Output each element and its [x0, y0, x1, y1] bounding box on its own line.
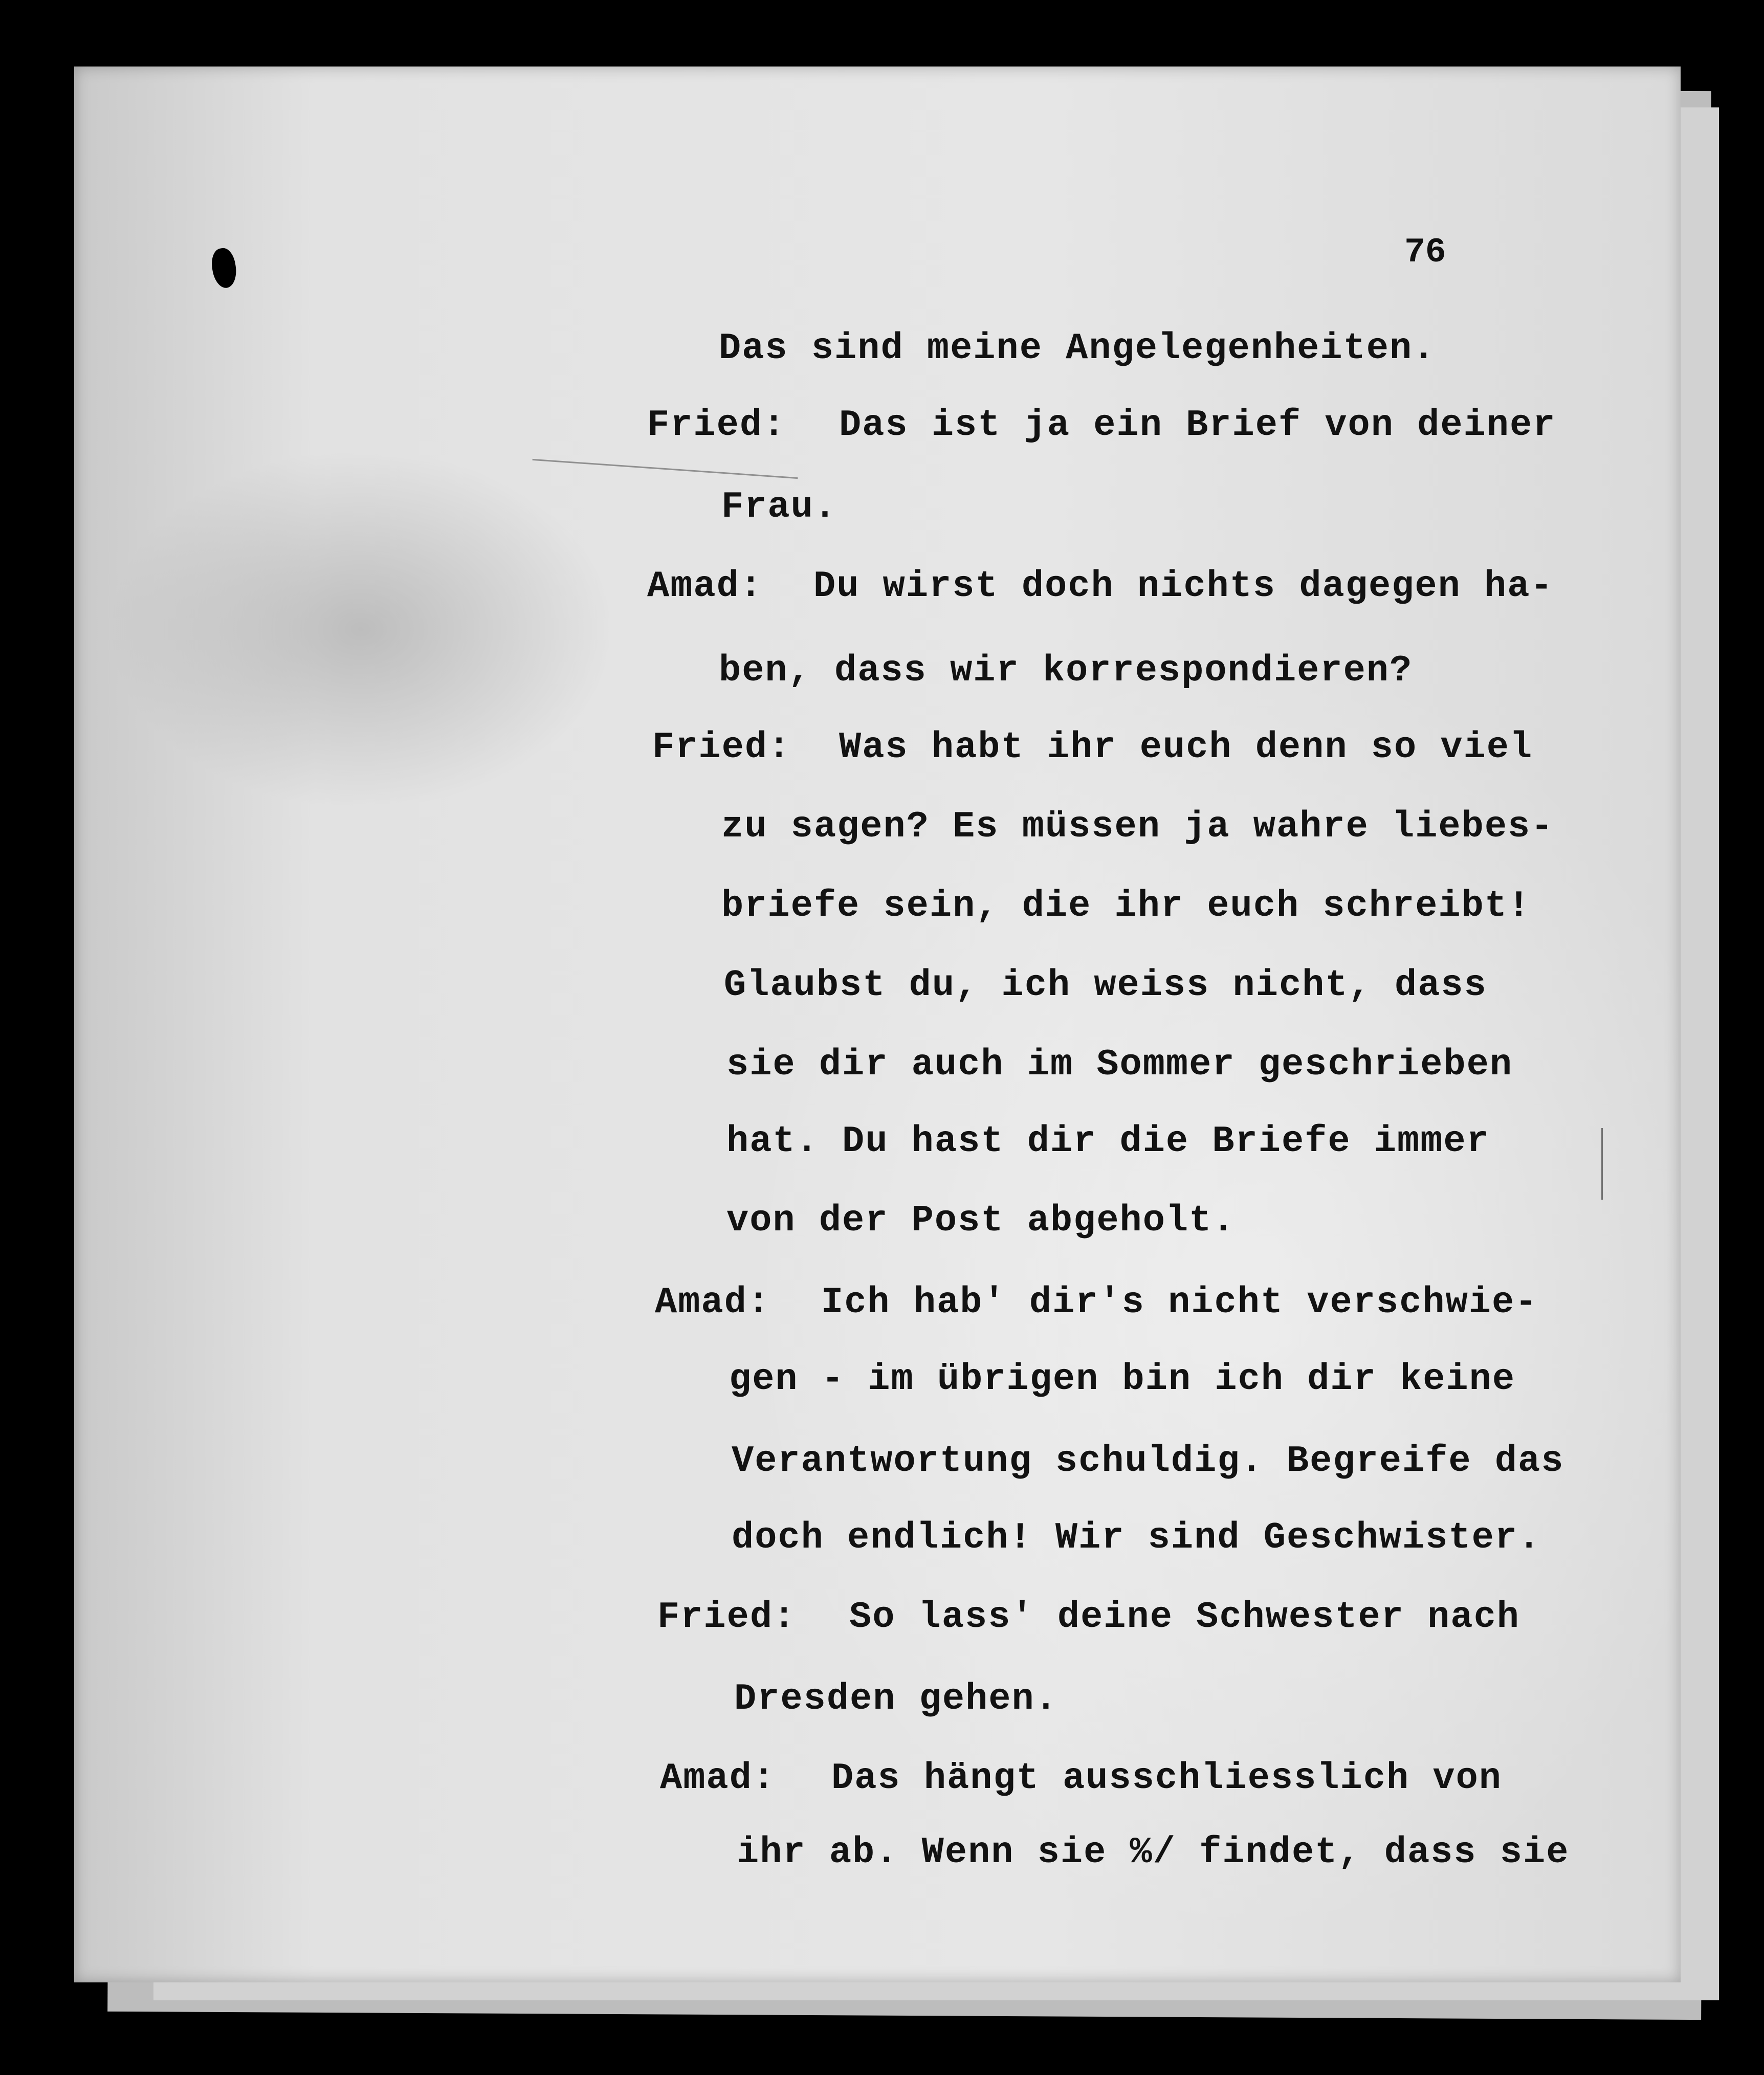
text-line: zu sagen? Es müssen ja wahre liebes-: [721, 806, 1554, 848]
text-line: Das hängt ausschliesslich von: [831, 1757, 1503, 1799]
text-line: hat. Du hast dir die Briefe immer: [726, 1120, 1490, 1162]
speaker-label: Fried:: [647, 404, 786, 446]
text-line: Ich hab' dir's nicht verschwie-: [821, 1282, 1538, 1323]
text-line: doch endlich! Wir sind Geschwister.: [732, 1517, 1541, 1559]
speaker-label: Fried:: [657, 1596, 797, 1638]
text-line: Dresden gehen.: [734, 1678, 1058, 1720]
text-line: ben, dass wir korrespondieren?: [719, 650, 1413, 692]
text-line: Was habt ihr euch denn so viel: [839, 726, 1533, 768]
text-line: So lass' deine Schwester nach: [849, 1596, 1520, 1638]
text-line: gen - im übrigen bin ich dir keine: [729, 1358, 1516, 1400]
text-line: von der Post abgeholt.: [726, 1200, 1236, 1242]
speaker-label: Amad:: [655, 1282, 771, 1323]
text-line: sie dir auch im Sommer geschrieben: [726, 1044, 1513, 1086]
speaker-label: Amad:: [660, 1757, 776, 1799]
text-line: Frau.: [721, 486, 837, 528]
text-line: Verantwortung schuldig. Begreife das: [732, 1440, 1564, 1482]
page-number: 76: [1404, 233, 1446, 272]
text-line: Das ist ja ein Brief von deiner: [839, 404, 1556, 446]
text-line: ihr ab. Wenn sie %/ findet, dass sie: [737, 1831, 1570, 1873]
text-line: Du wirst doch nichts dagegen ha-: [813, 565, 1554, 607]
text-line: Glaubst du, ich weiss nicht, dass: [724, 964, 1487, 1006]
speaker-label: Fried:: [652, 726, 791, 768]
punch-hole: [209, 247, 239, 290]
margin-mark: [1601, 1128, 1603, 1200]
text-line: briefe sein, die ihr euch schreibt!: [721, 885, 1531, 927]
text-line: Das sind meine Angelegenheiten.: [719, 327, 1436, 369]
speaker-label: Amad:: [647, 565, 763, 607]
